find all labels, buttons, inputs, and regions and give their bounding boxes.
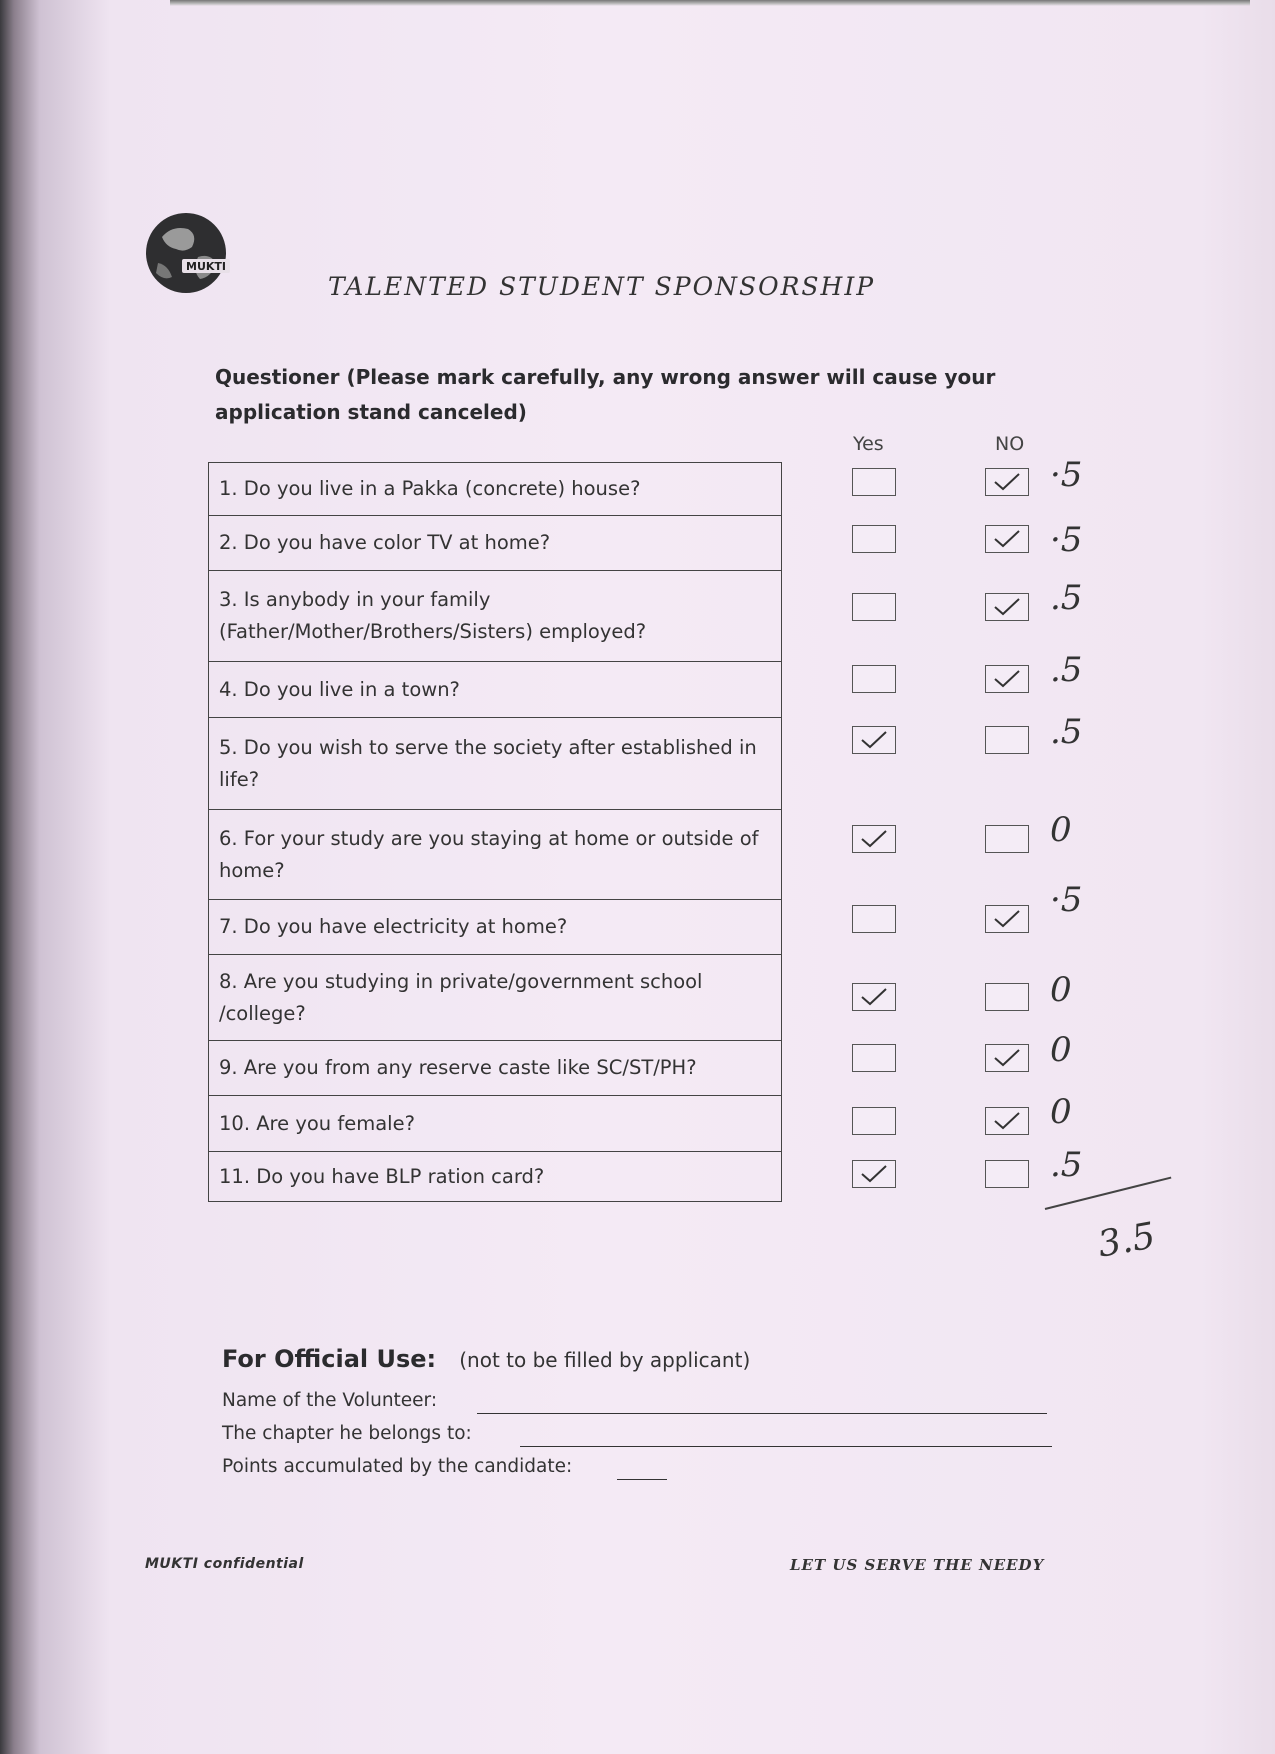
question-score: 0 [1050,810,1072,850]
yes-checkbox[interactable] [852,1160,896,1188]
volunteer-name-label: Name of the Volunteer: [222,1390,438,1411]
checkmark-icon [859,1163,889,1185]
official-use-heading: For Official Use: [222,1345,437,1373]
question-row [209,809,781,899]
yes-checkbox[interactable] [852,593,896,621]
footer-confidential: MUKTI confidential [145,1556,304,1572]
question-text: 1. Do you live in a Pakka (concrete) house? [219,477,641,500]
chapter-label: The chapter he belongs to: [222,1423,472,1444]
checkmark-icon [859,729,889,751]
question-row [209,899,781,954]
question-text: 4. Do you live in a town? [219,677,460,701]
form-title: TALENTED STUDENT SPONSORSHIP [328,272,876,301]
question-row [209,717,781,809]
question-score: .5 [1050,578,1083,618]
checkmark-icon [992,528,1022,550]
globe-logo-icon [142,207,238,303]
no-checkbox[interactable] [985,1107,1029,1135]
yes-checkbox[interactable] [852,905,896,933]
question-text: 8. Are you studying in private/government school /college? [219,969,703,1025]
question-score: .5 [1050,1145,1083,1185]
checkmark-icon [992,908,1022,930]
mukti-logo [142,207,238,303]
yes-checkbox[interactable] [852,1107,896,1135]
question-score: 0 [1050,970,1072,1010]
no-checkbox[interactable] [985,726,1029,754]
question-text: 5. Do you wish to serve the society after established in life? [219,735,757,791]
no-checkbox[interactable] [985,1044,1029,1072]
question-score: .5 [1050,712,1083,752]
page-edge-shadow [170,0,1250,6]
question-score: ·5 [1050,455,1083,495]
questionnaire-table [208,462,782,1202]
yes-checkbox[interactable] [852,525,896,553]
checkmark-icon [992,471,1022,493]
yes-checkbox[interactable] [852,468,896,496]
no-checkbox[interactable] [985,983,1029,1011]
question-text: 10. Are you female? [219,1111,415,1135]
checkmark-icon [859,828,889,850]
question-text: 9. Are you from any reserve caste like SC/ST/PH? [219,1056,697,1079]
question-score: ·5 [1050,880,1083,920]
checkmark-icon [992,596,1022,618]
total-score: 3.5 [1094,1215,1159,1266]
question-score: .5 [1050,650,1083,690]
chapter-field[interactable] [520,1446,1052,1447]
question-text: 6. For your study are you staying at home or outside of home? [219,826,759,882]
question-text: 2. Do you have color TV at home? [219,531,551,554]
no-checkbox[interactable] [985,1160,1029,1188]
checkmark-icon [859,986,889,1008]
question-row [209,1151,781,1201]
no-checkbox[interactable] [985,905,1029,933]
checkmark-icon [992,1110,1022,1132]
question-score: 0 [1050,1092,1072,1132]
question-row [209,1095,781,1151]
question-text: 7. Do you have electricity at home? [219,915,568,938]
no-column-header: NO [995,433,1025,455]
no-checkbox[interactable] [985,525,1029,553]
question-row [209,1040,781,1095]
question-row [209,515,781,570]
question-row [209,954,781,1040]
question-text: 3. Is anybody in your family (Father/Mother/Brothers/Sisters) employed? [219,588,647,643]
question-text: 11. Do you have BLP ration card? [219,1164,545,1188]
checkmark-icon [992,668,1022,690]
no-checkbox[interactable] [985,825,1029,853]
no-checkbox[interactable] [985,468,1029,496]
checkmark-icon [992,1047,1022,1069]
question-score: 0 [1050,1030,1072,1070]
points-label: Points accumulated by the candidate: [222,1456,573,1477]
yes-checkbox[interactable] [852,825,896,853]
no-checkbox[interactable] [985,593,1029,621]
yes-checkbox[interactable] [852,726,896,754]
points-field[interactable] [617,1479,667,1480]
question-row [209,661,781,717]
logo-text: MUKTI [186,260,226,273]
question-row [209,570,781,661]
official-use-note: (not to be filled by applicant) [459,1348,751,1372]
yes-checkbox[interactable] [852,1044,896,1072]
volunteer-name-field[interactable] [477,1413,1047,1414]
instructions: Questioner (Please mark carefully, any wrong answer will cause your application stand canceled) [215,365,996,424]
question-score: ·5 [1050,520,1083,560]
footer-motto: LET US SERVE THE NEEDY [790,1556,1045,1574]
question-row [209,463,781,515]
yes-checkbox[interactable] [852,665,896,693]
yes-checkbox[interactable] [852,983,896,1011]
no-checkbox[interactable] [985,665,1029,693]
yes-column-header: Yes [853,433,884,455]
